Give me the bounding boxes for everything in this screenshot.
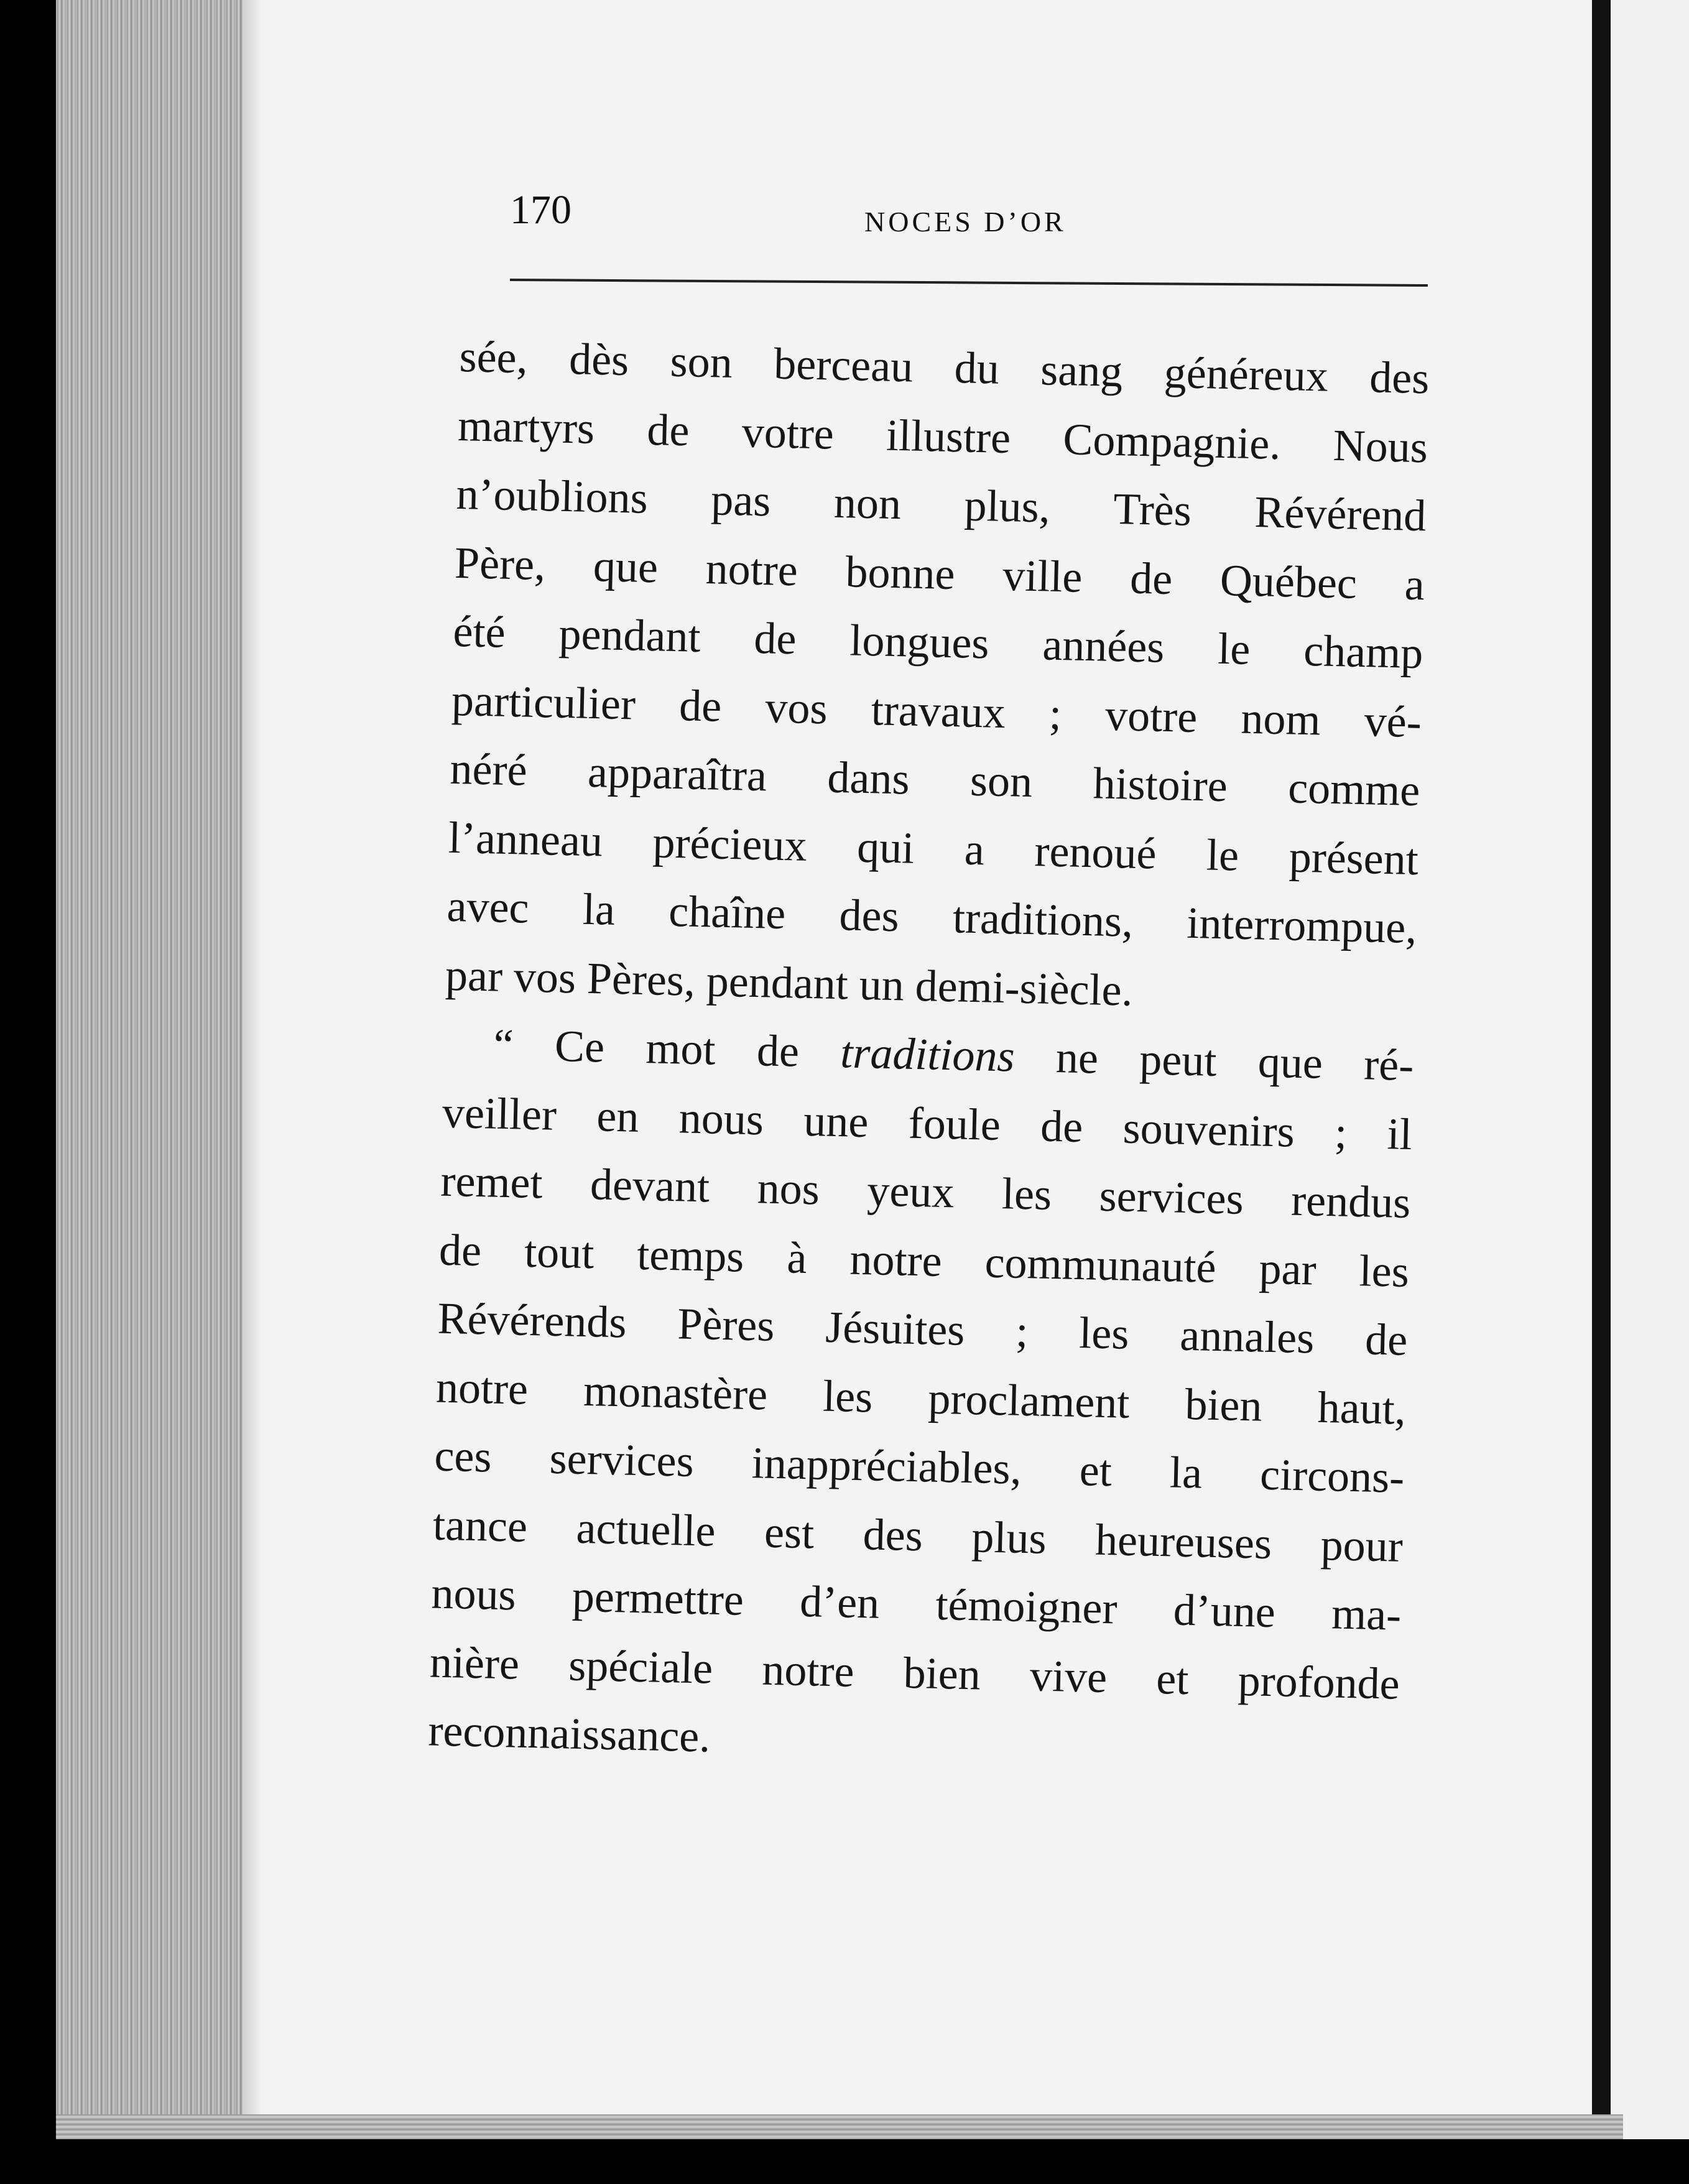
page-header <box>510 182 1430 256</box>
page-bottom-edge <box>56 2114 1623 2139</box>
body-text <box>427 322 1430 1787</box>
text-line: notre monastère les proclament bien haut, <box>435 1362 1407 1434</box>
text-line: avec la chaîne des traditions, interrompue, <box>446 881 1418 953</box>
text-line: été pendant de longues années le champ <box>452 606 1424 678</box>
book-page-stack-edge <box>56 0 261 2139</box>
text-line: remet devant nos yeux les services rendus <box>440 1155 1412 1228</box>
text-line: de tout temps à notre communauté par les <box>438 1224 1410 1297</box>
facing-page-edge <box>1611 0 1689 2139</box>
text-line: sée, dès son berceau du sang généreux des <box>458 331 1430 404</box>
text-line: ces services inappréciables, et la circons- <box>433 1430 1405 1502</box>
text-line: néré apparaîtra dans son histoire comme <box>449 743 1421 816</box>
page-number: 170 <box>510 187 571 233</box>
text-line: l’anneau précieux qui a renoué le présent <box>448 812 1419 884</box>
text-line: tance actuelle est des plus heureuses pour <box>432 1499 1404 1571</box>
text-line: veiller en nous une foule de souvenirs ; il <box>442 1087 1413 1159</box>
text-line: n’oublions pas non plus, Très Révérend <box>455 468 1427 541</box>
text-line: nière spéciale notre bien vive et profonde <box>429 1636 1400 1709</box>
text-line: Père, que notre bonne ville de Québec a <box>454 537 1425 609</box>
running-title: NOCES D’OR <box>864 206 1067 238</box>
text-line: Révérends Pères Jésuites ; les annales de <box>437 1293 1409 1365</box>
text-line: reconnaissance. <box>427 1705 711 1762</box>
text-line: martyrs de votre illustre Compagnie. Nous <box>457 400 1428 472</box>
scan-border <box>0 2139 1689 2184</box>
page-stack-inner-edge <box>243 0 261 2139</box>
text-line: par vos Pères, pendant un demi-siècle. <box>445 950 1134 1016</box>
text-line: particulier de vos travaux ; votre nom vé- <box>451 675 1422 747</box>
text-line: nous permettre d’en témoigner d’une ma- <box>430 1568 1402 1640</box>
book-gutter <box>1592 0 1611 2139</box>
text-line: “ Ce mot de traditions ne peut que ré- <box>493 1019 1415 1091</box>
